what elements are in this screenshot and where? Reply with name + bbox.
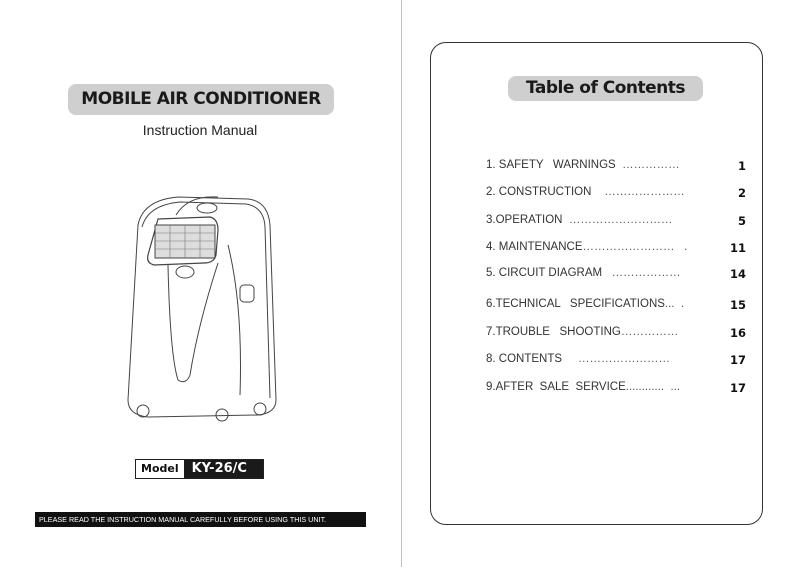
toc-item-label: 9.AFTER SALE SERVICE (486, 381, 626, 393)
toc-item[interactable] (486, 186, 746, 200)
toc-page-number: 2 (737, 186, 746, 200)
toc-leader-dots: ... . (664, 298, 685, 310)
toc-leader-dots: ………………… (591, 186, 685, 198)
toc-item[interactable] (486, 214, 746, 228)
toc-item-label: 6.TECHNICAL SPECIFICATIONS (486, 298, 665, 310)
toc-leader-dots: …………… (620, 326, 679, 338)
toc-frame (430, 42, 763, 525)
model-badge (135, 459, 264, 479)
model-label: Model (136, 460, 184, 478)
toc-item[interactable] (486, 381, 746, 395)
toc-item-label: 2. CONSTRUCTION (486, 186, 592, 198)
toc-item[interactable] (486, 241, 746, 255)
toc-page-number: 5 (737, 214, 746, 228)
toc-item-label: 4. MAINTENANCE (486, 241, 583, 253)
toc-item[interactable] (486, 298, 746, 312)
toc-item[interactable] (486, 353, 746, 367)
toc-page-number: 11 (729, 241, 746, 255)
toc-page-number: 17 (729, 353, 746, 367)
toc-page-number: 14 (729, 267, 746, 281)
toc-item[interactable] (486, 326, 746, 340)
toc-leader-dots: ............ ... (625, 381, 681, 393)
toc-leader-dots: …………………… . (582, 241, 688, 253)
page-divider (401, 0, 402, 567)
toc-page-number: 1 (737, 159, 746, 173)
toc-leader-dots: …………… (615, 159, 680, 171)
toc-page-number: 17 (729, 381, 746, 395)
notice-bar: PLEASE READ THE INSTRUCTION MANUAL CAREFULLY BEFORE USING THIS UNIT. (35, 512, 366, 527)
model-value: KY-26/C (184, 460, 263, 478)
toc-item-label: 3.OPERATION (486, 214, 563, 226)
toc-item-label: 8. CONTENTS (486, 353, 563, 365)
toc-item-label: 5. CIRCUIT DIAGRAM (486, 267, 603, 279)
toc-page-number: 16 (729, 326, 746, 340)
toc-title: Table of Contents (508, 76, 703, 101)
toc-leader-dots: ……………… (602, 267, 681, 279)
toc-page-number: 15 (729, 298, 746, 312)
toc-item-label: 7.TROUBLE SHOOTING (486, 326, 621, 338)
cover-title: MOBILE AIR CONDITIONER (68, 84, 334, 115)
toc-item[interactable] (486, 267, 746, 281)
toc-item-label: 1. SAFETY WARNINGS (486, 159, 616, 171)
toc-leader-dots: ……………………… (562, 214, 673, 226)
toc-item[interactable] (486, 159, 746, 173)
cover-subtitle: Instruction Manual (142, 122, 258, 138)
air-conditioner-illustration (118, 185, 283, 430)
toc-leader-dots: …………………… (562, 353, 671, 365)
